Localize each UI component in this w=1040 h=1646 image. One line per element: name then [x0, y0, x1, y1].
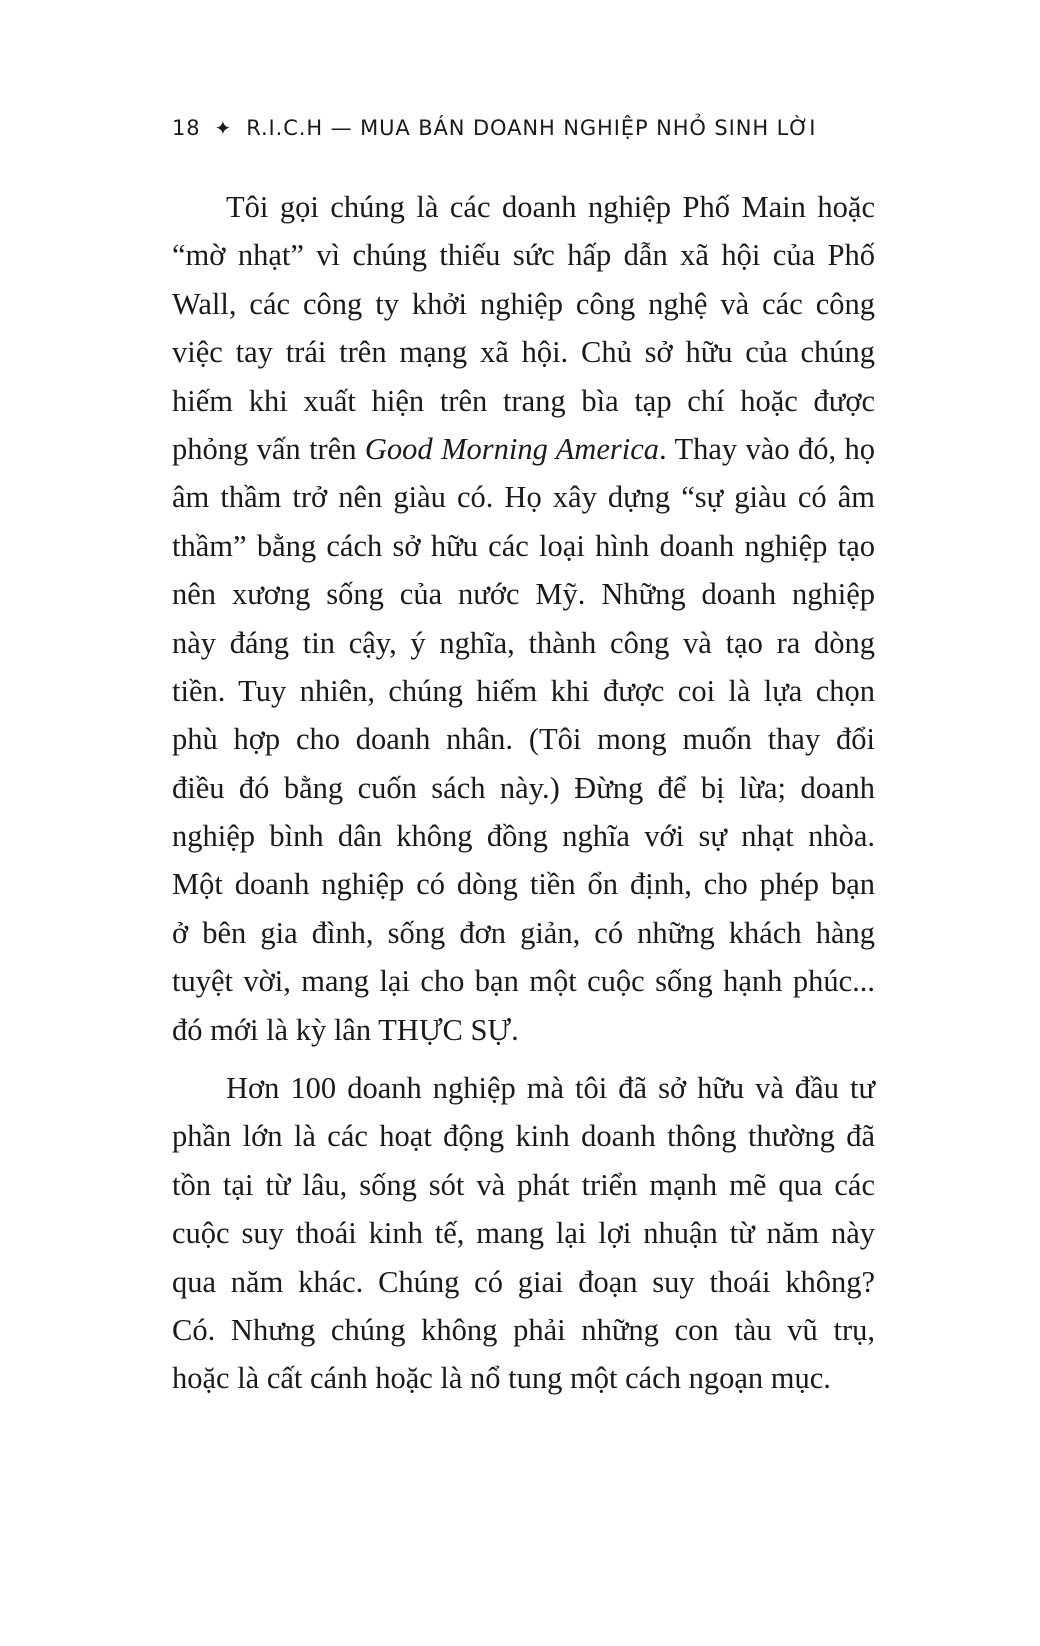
- running-header: [172, 116, 816, 140]
- text-line: nghiệp bình dân không đồng nghĩa với sự nhạt nhòa.: [172, 819, 875, 854]
- text-line: tuyệt vời, mang lại cho bạn một cuộc sống hạnh phúc...: [172, 964, 875, 999]
- text-line: phù hợp cho doanh nhân. (Tôi mong muốn thay đổi: [172, 722, 875, 757]
- text-line: đó mới là kỳ lân THỰC SỰ.: [172, 1012, 519, 1047]
- text-line: tồn tại từ lâu, sống sót và phát triển mạnh mẽ qua các: [172, 1167, 875, 1202]
- text-line: Wall, các công ty khởi nghiệp công nghệ và các công: [172, 286, 875, 321]
- italic-book-title: Good Morning America: [364, 431, 659, 466]
- text-segment: phỏng vấn trên: [172, 431, 365, 466]
- text-line: nên xương sống của nước Mỹ. Những doanh nghiệp: [172, 577, 875, 612]
- paragraph-1: [172, 183, 875, 1054]
- text-line: “mờ nhạt” vì chúng thiếu sức hấp dẫn xã hội của Phố: [172, 238, 875, 273]
- star-ornament-icon: ✦: [214, 116, 233, 140]
- text-line: tiền. Tuy nhiên, chúng hiếm khi được coi là lựa chọn: [172, 673, 875, 708]
- page-number: 18: [172, 116, 201, 140]
- text-line: Một doanh nghiệp có dòng tiền ổn định, cho phép bạn: [172, 867, 875, 902]
- text-line: phần lớn là các hoạt động kinh doanh thông thường đã: [172, 1119, 875, 1154]
- paragraph-2: [172, 1064, 875, 1403]
- text-line: ở bên gia đình, sống đơn giản, có những khách hàng: [172, 915, 875, 950]
- running-title: R.I.C.H — MUA BÁN DOANH NGHIỆP NHỎ SINH LỜI: [246, 116, 817, 140]
- text-line: [172, 425, 875, 473]
- text-line: việc tay trái trên mạng xã hội. Chủ sở hữu của chúng: [172, 335, 875, 370]
- text-line: này đáng tin cậy, ý nghĩa, thành công và tạo ra dòng: [172, 625, 875, 660]
- text-segment: . Thay vào đó, họ: [659, 431, 875, 466]
- text-line: điều đó bằng cuốn sách này.) Đừng để bị lừa; doanh: [172, 770, 875, 805]
- text-line: cuộc suy thoái kinh tế, mang lại lợi nhuận từ năm này: [172, 1216, 875, 1251]
- body-text: [172, 183, 875, 1413]
- text-line: Tôi gọi chúng là các doanh nghiệp Phố Main hoặc: [226, 190, 875, 224]
- text-line: Có. Nhưng chúng không phải những con tàu vũ trụ,: [172, 1312, 875, 1347]
- text-line: hoặc là cất cánh hoặc là nổ tung một cách ngoạn mục.: [172, 1361, 831, 1396]
- text-line: Hơn 100 doanh nghiệp mà tôi đã sở hữu và đầu tư: [226, 1071, 875, 1106]
- text-line: hiếm khi xuất hiện trên trang bìa tạp chí hoặc được: [172, 383, 875, 418]
- text-line: thầm” bằng cách sở hữu các loại hình doanh nghiệp tạo: [172, 528, 875, 563]
- text-line: qua năm khác. Chúng có giai đoạn suy thoái không?: [172, 1264, 875, 1299]
- text-line: âm thầm trở nên giàu có. Họ xây dựng “sự giàu có âm: [172, 480, 875, 515]
